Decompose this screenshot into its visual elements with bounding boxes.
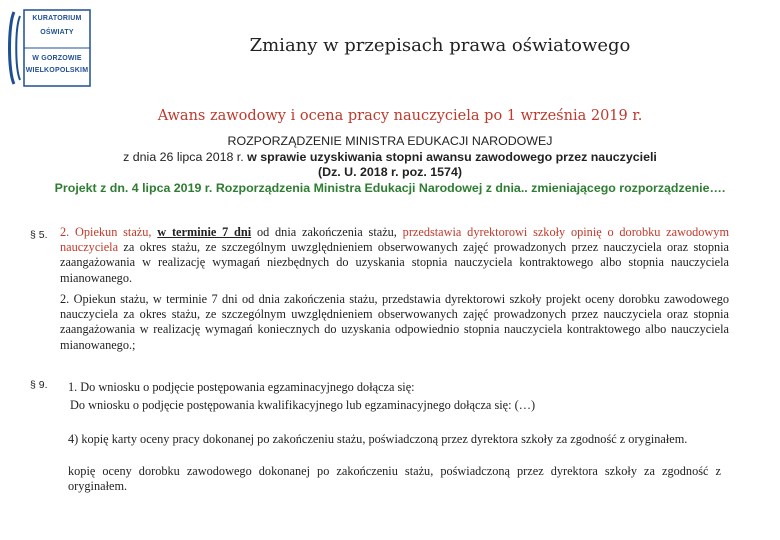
s5-p1-d: przedstawia dyrektorowi szkoły opinię o dorobku zawodowym nauczyciela	[60, 225, 730, 255]
regulation-name: ROZPORZĄDZENIE MINISTRA EDUKACJI NARODOWEJ	[227, 134, 553, 148]
section-5-paragraph-1	[60, 225, 729, 286]
section-9-label: § 9.	[30, 379, 48, 391]
s5-p1-term: w terminie 7 dni	[157, 225, 252, 239]
section-9-item-1-new: Do wniosku o podjęcie postępowania kwalifikacyjnego lub egzaminacyjnego dołącza się: (…)	[70, 398, 536, 412]
section-5-paragraph-2: 2. Opiekun stażu, w terminie 7 dni od dnia zakończenia stażu, przedstawia dyrektorowi szkoły projekt oceny dorobku zawodowego nauczyciela za okres stażu, ze szczególnym uwzględnieniem obserwowanych zajęć prowadzonych przez nauczyciela oraz stopnia zaangażowania w realizację wymagań koniecznych do uzyskania odpowiednio stopnia nauczyciela kontraktowego albo nauczyciela mianowanego.;	[60, 292, 729, 352]
s5-p1-c: od dnia zakończenia stażu,	[256, 225, 397, 239]
regulation-dz: (Dz. U. 2018 r. poz. 1574)	[318, 165, 462, 179]
logo-line-4: WIELKOPOLSKIM	[25, 67, 89, 74]
regulation-subject: w sprawie uzyskiwania stopni awansu zawodowego przez nauczycieli	[247, 149, 657, 164]
regulation-date	[40, 150, 740, 166]
regulation-block	[40, 134, 740, 196]
logo-line-1: KURATORIUM	[32, 15, 82, 22]
page-title: Zmiany w przepisach prawa oświatowego	[249, 35, 631, 56]
regulation-project: Projekt z dn. 4 lipca 2019 r. Rozporządzenia Ministra Edukacji Narodowej z dnia.. zmieniającego rozporządzenie….	[54, 180, 726, 195]
section-5-label: § 5.	[30, 229, 48, 241]
s5-p1-a: 2. Opiekun stażu,	[60, 225, 152, 239]
logo-line-2: OŚWIATY	[40, 29, 74, 36]
s5-p1-e: za okres stażu, ze szczególnym uwzględnieniem obserwowanych zajęć prowadzonych przez nauczyciela oraz stopnia zaangażowania w realizację wymagań niezbędnych do uzyskania stopnia nauczyciela kontraktowego albo stopnia nauczyciela mianowanego.	[60, 240, 729, 285]
section-9-item-4: 4) kopię karty oceny pracy dokonanej po zakończeniu stażu, poświadczoną przez dyrektora szkoły za zgodność z oryginałem.	[68, 432, 688, 446]
section-9-item-4-new: kopię oceny dorobku zawodowego dokonanej po zakończeniu stażu, poświadczoną przez dyrektora szkoły za zgodność z oryginałem.	[68, 464, 721, 494]
regulation-date-prefix: z dnia 26 lipca 2018 r.	[123, 149, 244, 164]
section-9-item-1: 1. Do wniosku o podjęcie postępowania egzaminacyjnego dołącza się:	[68, 380, 415, 394]
slide-subtitle: Awans zawodowy i ocena pracy nauczyciela po 1 września 2019 r.	[157, 108, 643, 124]
logo-line-3: W GORZOWIE	[32, 55, 82, 62]
